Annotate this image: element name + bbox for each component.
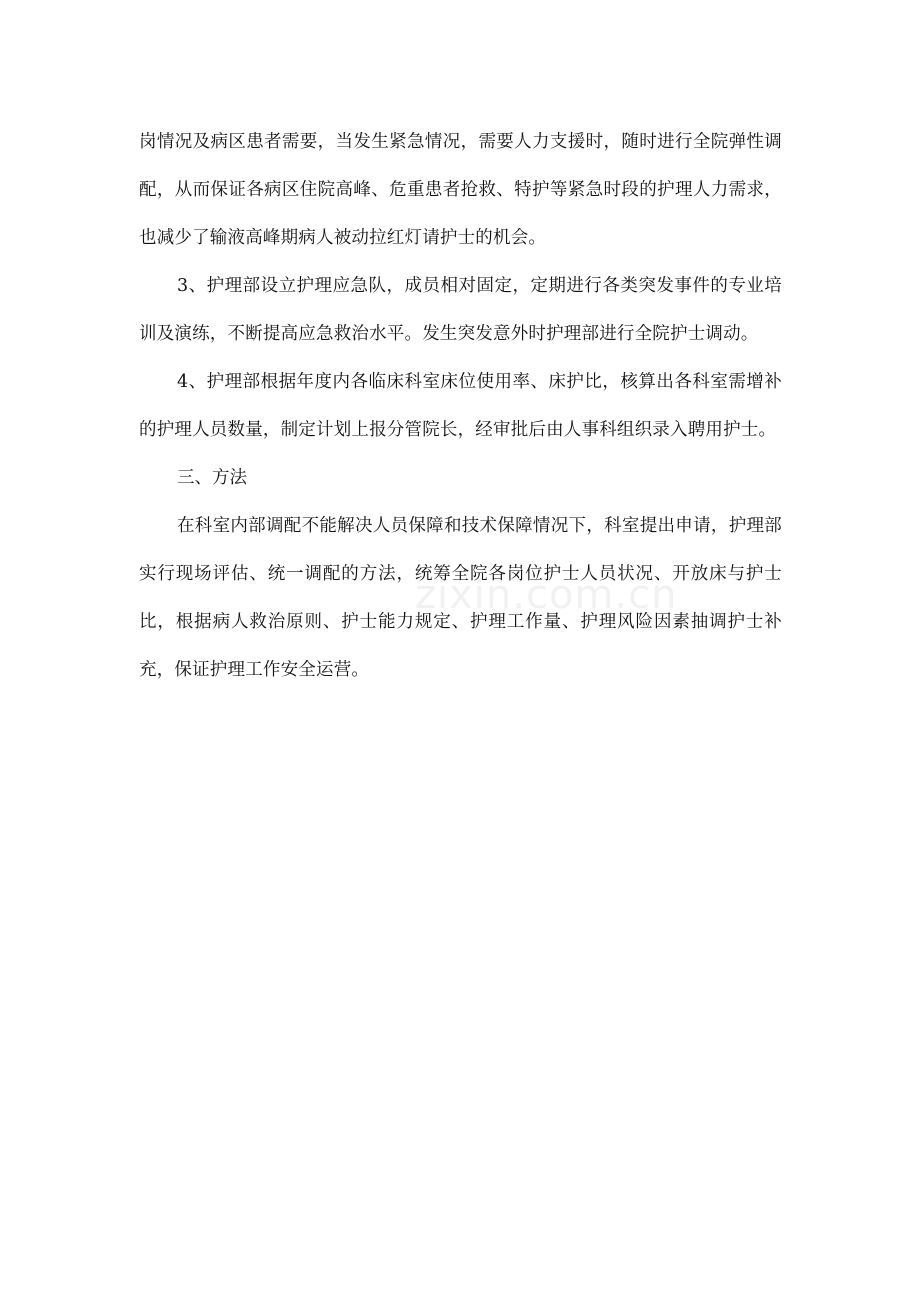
section-heading: 三、方法 bbox=[177, 468, 247, 488]
paragraph-item-3: 3、护理部设立护理应急队，成员相对固定，定期进行各类突发事件的专业培训及演练，不断提高应急救治水平。发生突发意外时护理部进行全院护士调动。 bbox=[139, 276, 782, 344]
paragraph-continuation: 岗情况及病区患者需要，当发生紧急情况，需要人力支援时，随时进行全院弹性调配，从而保证各病区住院高峰、危重患者抢救、特护等紧急时段的护理人力需求，也减少了输液高峰期病人被动拉红灯请护士的机会。 bbox=[139, 132, 782, 248]
watermark-text: zixin.com.cn bbox=[415, 572, 678, 618]
paragraph-item-4: 4、护理部根据年度内各临床科室床位使用率、床护比，核算出各科室需增补的护理人员数量，制定计划上报分管院长，经审批后由人事科组织录入聘用护士。 bbox=[139, 372, 782, 440]
paragraph-method: 在科室内部调配不能解决人员保障和技术保障情况下，科室提出申请，护理部实行现场评估、统一调配的方法，统筹全院各岗位护士人员状况、开放床与护士比，根据病人救治原则、护士能力规定、护理工作量、护理风险因素抽调护士补充，保证护理工作安全运营。 bbox=[139, 516, 782, 680]
document-body bbox=[139, 118, 782, 694]
